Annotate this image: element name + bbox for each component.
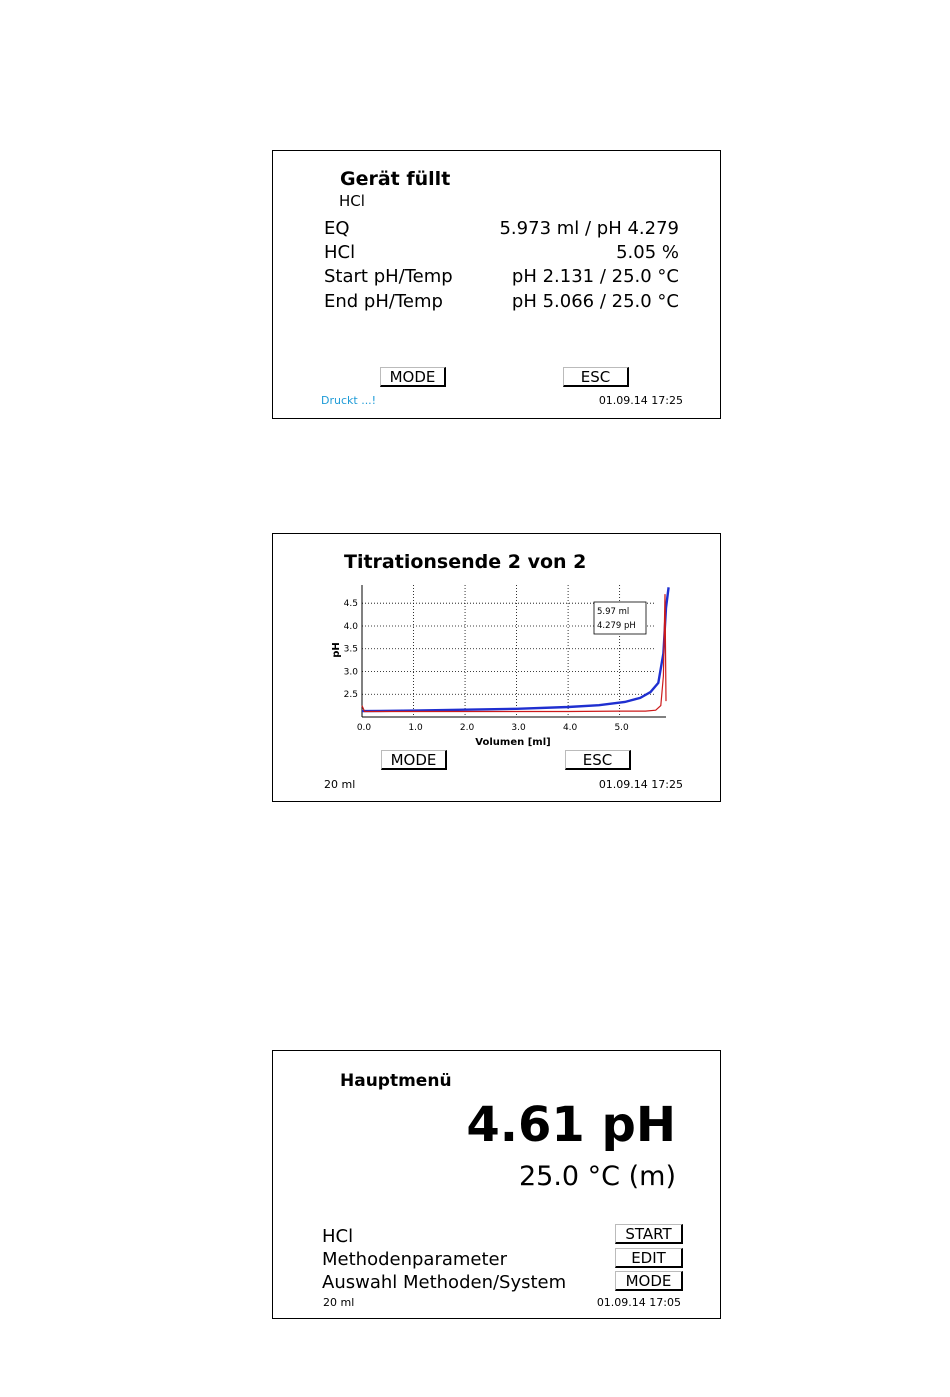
menu-label-method: HCl (322, 1226, 354, 1247)
screen-title: Gerät füllt (340, 168, 451, 190)
date-time: 01.09.14 17:25 (598, 778, 683, 791)
equivalence-ph-label: 4.279 pH (597, 621, 636, 631)
titration-curve-screen (272, 533, 721, 802)
y-tick-label: 3.5 (343, 644, 358, 655)
result-value-eq: 5.973 ml / pH 4.279 (499, 218, 679, 239)
y-tick-label: 4.0 (343, 621, 358, 632)
date-time: 01.09.14 17:25 (598, 394, 683, 407)
menu-label-selection: Auswahl Methoden/System (322, 1272, 567, 1293)
equivalence-volume-label: 5.97 ml (597, 607, 630, 617)
start-button[interactable]: START (615, 1224, 683, 1244)
y-tick-label: 2.5 (343, 690, 358, 701)
result-screen (272, 150, 721, 419)
x-tick-label: 3.0 (511, 723, 526, 733)
mode-button[interactable]: MODE (380, 367, 446, 387)
result-value-hcl: 5.05 % (616, 242, 679, 263)
esc-button[interactable]: ESC (563, 367, 629, 387)
y-tick-label: 3.0 (343, 667, 358, 678)
menu-label-parameters: Methodenparameter (322, 1249, 508, 1270)
x-tick-label: 2.0 (459, 723, 475, 733)
volume-label: 20 ml (323, 1296, 355, 1309)
ph-reading: 4.61 pH (466, 1097, 676, 1153)
x-axis-label: Volumen [ml] (475, 737, 551, 748)
titration-chart (273, 534, 722, 764)
mode-button[interactable]: MODE (381, 750, 447, 770)
x-tick-label: 4.0 (562, 723, 578, 733)
y-axis-label: pH (331, 642, 342, 658)
mode-button[interactable]: MODE (615, 1271, 683, 1291)
x-tick-label: 1.0 (408, 723, 423, 733)
method-name: HCl (339, 192, 365, 210)
screen-title: Hauptmenü (340, 1071, 452, 1091)
date-time: 01.09.14 17:05 (596, 1296, 681, 1309)
result-label-start: Start pH/Temp (324, 266, 453, 287)
volume-label: 20 ml (324, 778, 356, 791)
screen-title: Titrationsende 2 von 2 (344, 551, 587, 573)
result-label-hcl: HCl (324, 242, 356, 263)
result-label-end: End pH/Temp (324, 291, 443, 312)
y-tick-label: 4.5 (343, 599, 358, 610)
temperature-reading: 25.0 °C (m) (518, 1161, 676, 1192)
esc-button[interactable]: ESC (565, 750, 631, 770)
result-value-end: pH 5.066 / 25.0 °C (511, 291, 679, 312)
x-tick-label: 5.0 (614, 723, 629, 733)
status-text: Druckt ...! (321, 394, 377, 407)
edit-button[interactable]: EDIT (615, 1248, 683, 1268)
result-value-start: pH 2.131 / 25.0 °C (511, 266, 679, 287)
x-tick-label: 0.0 (356, 723, 372, 733)
result-label-eq: EQ (324, 218, 350, 239)
main-menu-screen (272, 1050, 721, 1319)
